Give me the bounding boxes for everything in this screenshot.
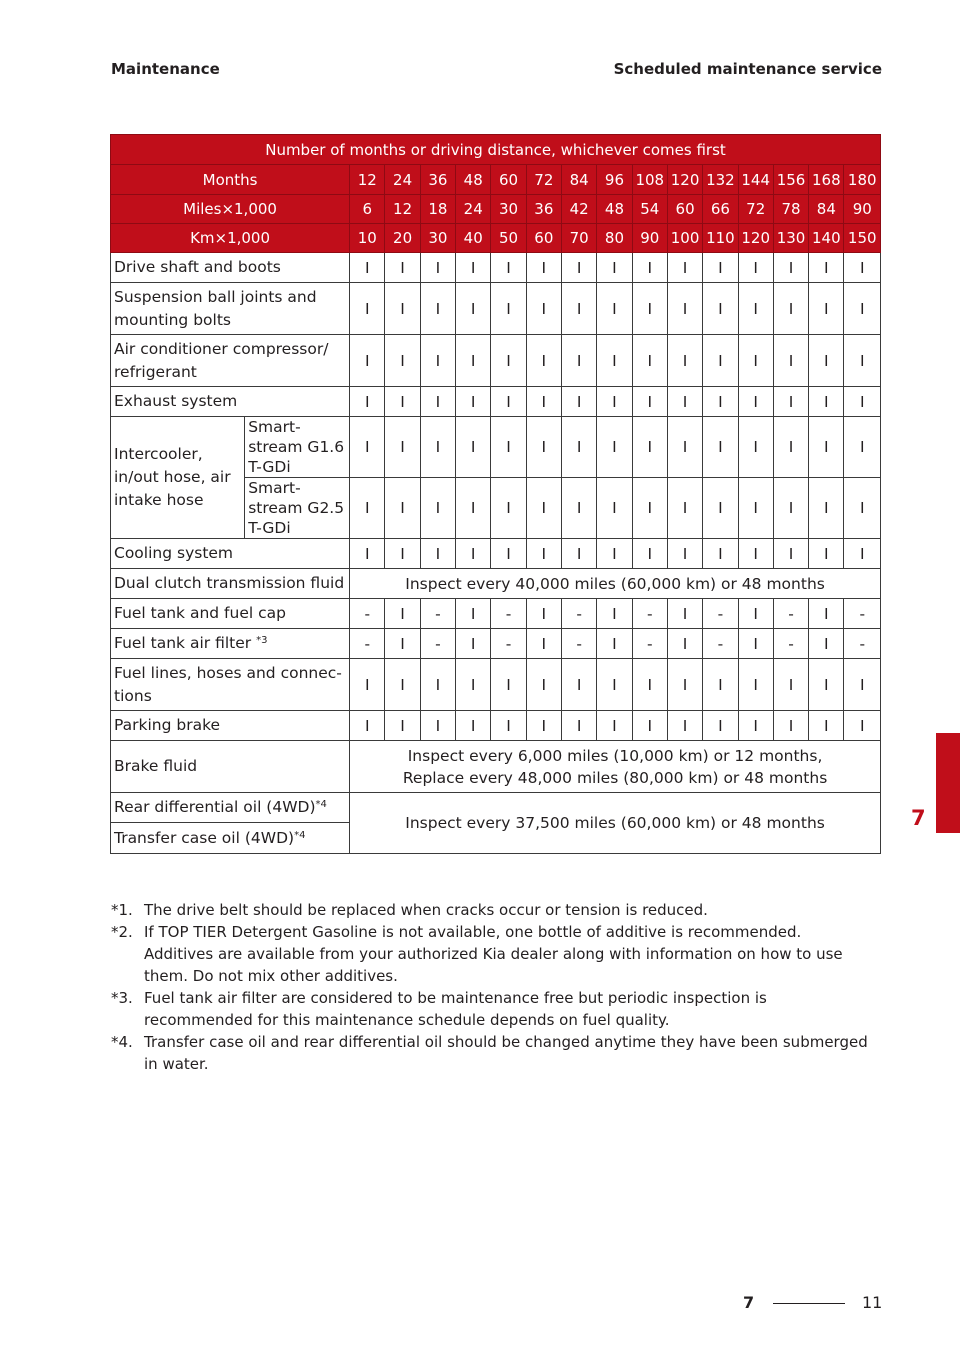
footnote-text: If TOP TIER Detergent Gasoline is not available, one bottle of additive is recommended. Additives are available from your authorized Kia dealer along with information on how to use them. Do not mix other additives. [144, 923, 843, 985]
schedule-cell: I [385, 539, 420, 569]
scale-label: Months [111, 165, 350, 195]
footnote-number: *2. [111, 923, 133, 941]
engine-variant: Smart-stream G2.5 T-GDi [245, 478, 350, 539]
row-label-text: Drive shaft and boots [114, 258, 281, 276]
schedule-cell: I [703, 478, 738, 539]
schedule-cell: I [561, 711, 596, 741]
chapter-side-tab [936, 733, 960, 833]
schedule-cell: - [350, 599, 385, 629]
schedule-cell: I [738, 599, 773, 629]
schedule-cell: I [844, 253, 881, 283]
schedule-cell: I [667, 711, 702, 741]
footnote [111, 987, 871, 1031]
schedule-cell: I [561, 283, 596, 335]
footer-chapter-number: 7 [743, 1293, 755, 1312]
schedule-cell: I [773, 711, 808, 741]
schedule-cell: I [491, 253, 526, 283]
schedule-cell: I [632, 539, 667, 569]
schedule-cell: I [773, 335, 808, 387]
row-label-text: Cooling system [114, 544, 234, 562]
schedule-cell: I [844, 283, 881, 335]
row-label [111, 253, 350, 283]
scale-value: 84 [809, 195, 844, 224]
schedule-cell: I [809, 335, 844, 387]
row-label-text: Exhaust system [114, 392, 238, 410]
table-row [111, 569, 881, 599]
schedule-cell: I [844, 659, 881, 711]
schedule-cell: I [667, 335, 702, 387]
interval-note: Inspect every 40,000 miles (60,000 km) or 48 months [350, 569, 881, 599]
schedule-cell: I [350, 417, 385, 478]
table-row [111, 417, 881, 478]
scale-value: 60 [526, 224, 561, 253]
schedule-cell: I [809, 387, 844, 417]
schedule-cell: I [703, 659, 738, 711]
schedule-cell: I [385, 629, 420, 659]
schedule-cell: I [456, 335, 491, 387]
row-label [111, 741, 350, 793]
table-row [111, 253, 881, 283]
interval-note: Inspect every 37,500 miles (60,000 km) or 48 months [350, 793, 881, 854]
table-row [111, 629, 881, 659]
schedule-cell: I [703, 711, 738, 741]
footnote-number: *4. [111, 1033, 133, 1051]
schedule-cell: I [561, 539, 596, 569]
schedule-cell: I [491, 417, 526, 478]
scale-value: 110 [703, 224, 738, 253]
schedule-cell: I [597, 283, 632, 335]
schedule-cell: - [844, 629, 881, 659]
schedule-cell: I [597, 659, 632, 711]
scale-value: 80 [597, 224, 632, 253]
schedule-cell: I [773, 283, 808, 335]
schedule-cell: I [350, 711, 385, 741]
schedule-cell: I [456, 387, 491, 417]
scale-value: 72 [738, 195, 773, 224]
schedule-cell: I [385, 253, 420, 283]
row-label-text: Suspension ball joints and mounting bolts [114, 287, 317, 329]
schedule-cell: - [773, 629, 808, 659]
footnotes [111, 899, 871, 1075]
schedule-cell: I [632, 711, 667, 741]
table-row [111, 599, 881, 629]
scale-value: 18 [420, 195, 455, 224]
row-label [111, 387, 350, 417]
schedule-cell: I [632, 283, 667, 335]
schedule-cell: I [491, 539, 526, 569]
schedule-cell: I [738, 417, 773, 478]
schedule-cell: I [420, 711, 455, 741]
scale-value: 60 [667, 195, 702, 224]
schedule-cell: I [703, 417, 738, 478]
row-label [111, 283, 350, 335]
schedule-cell: I [632, 659, 667, 711]
table-banner: Number of months or driving distance, whichever comes first [111, 135, 881, 165]
scale-value: 54 [632, 195, 667, 224]
scale-value: 20 [385, 224, 420, 253]
row-label-text: Fuel tank and fuel cap [114, 604, 286, 622]
row-label-text: Transfer case oil (4WD) [114, 828, 295, 847]
schedule-cell: I [491, 387, 526, 417]
schedule-cell: I [667, 659, 702, 711]
schedule-cell: I [738, 387, 773, 417]
scale-value: 120 [738, 224, 773, 253]
scale-value: 30 [420, 224, 455, 253]
row-label [111, 629, 350, 659]
schedule-cell: I [350, 253, 385, 283]
scale-value: 108 [632, 165, 667, 195]
schedule-cell: - [561, 599, 596, 629]
schedule-cell: I [809, 539, 844, 569]
schedule-cell: - [350, 629, 385, 659]
schedule-cell: I [738, 659, 773, 711]
footnote-ref: *4 [315, 799, 327, 810]
schedule-cell: I [385, 478, 420, 539]
footnote-number: *3. [111, 989, 133, 1007]
schedule-cell: I [809, 253, 844, 283]
schedule-cell: I [385, 335, 420, 387]
schedule-cell: I [667, 253, 702, 283]
footnote-ref: *3 [256, 635, 268, 646]
schedule-cell: I [420, 659, 455, 711]
schedule-cell: I [738, 629, 773, 659]
schedule-cell: I [561, 659, 596, 711]
interval-note [350, 741, 881, 793]
schedule-cell: I [491, 659, 526, 711]
table-row [111, 135, 881, 165]
schedule-cell: I [350, 283, 385, 335]
schedule-cell: I [738, 478, 773, 539]
schedule-cell: I [597, 335, 632, 387]
schedule-cell: I [456, 599, 491, 629]
scale-value: 90 [844, 195, 881, 224]
schedule-cell: I [385, 599, 420, 629]
schedule-cell: I [491, 711, 526, 741]
table-row [111, 165, 881, 195]
row-label [111, 793, 350, 823]
row-label [111, 539, 350, 569]
schedule-cell: I [809, 659, 844, 711]
table-row [111, 539, 881, 569]
schedule-cell: I [420, 539, 455, 569]
interval-note-line: Replace every 48,000 miles (80,000 km) or 48 months [402, 768, 828, 787]
scale-label: Miles×1,000 [111, 195, 350, 224]
schedule-cell: - [491, 629, 526, 659]
scale-label: Km×1,000 [111, 224, 350, 253]
scale-value: 40 [456, 224, 491, 253]
maintenance-schedule-table [110, 134, 881, 854]
schedule-cell: I [491, 283, 526, 335]
schedule-cell: I [456, 478, 491, 539]
schedule-cell: I [385, 417, 420, 478]
footer-page-number: 11 [862, 1293, 883, 1312]
schedule-cell: I [773, 659, 808, 711]
schedule-cell: I [456, 539, 491, 569]
schedule-cell: I [526, 253, 561, 283]
scale-value: 48 [597, 195, 632, 224]
scale-value: 66 [703, 195, 738, 224]
scale-value: 12 [385, 195, 420, 224]
schedule-cell: I [809, 478, 844, 539]
schedule-cell: I [773, 417, 808, 478]
schedule-cell: I [526, 711, 561, 741]
schedule-cell: I [350, 539, 385, 569]
schedule-cell: I [561, 253, 596, 283]
footnote-text: The drive belt should be replaced when cracks occur or tension is reduced. [144, 901, 708, 919]
scale-value: 30 [491, 195, 526, 224]
scale-value: 84 [561, 165, 596, 195]
schedule-cell: I [491, 478, 526, 539]
header-page-title: Scheduled maintenance service [613, 60, 882, 78]
row-label-text: Fuel tank air filter [114, 634, 257, 652]
schedule-cell: I [844, 711, 881, 741]
schedule-cell: I [809, 711, 844, 741]
schedule-cell: I [844, 478, 881, 539]
schedule-cell: I [526, 335, 561, 387]
scale-value: 70 [561, 224, 596, 253]
schedule-cell: - [703, 599, 738, 629]
schedule-cell: I [773, 478, 808, 539]
table-row [111, 387, 881, 417]
schedule-cell: - [420, 629, 455, 659]
schedule-cell: I [526, 659, 561, 711]
schedule-cell: I [597, 387, 632, 417]
schedule-cell: I [703, 335, 738, 387]
schedule-cell: I [809, 629, 844, 659]
scale-value: 36 [420, 165, 455, 195]
header-section-title: Maintenance [111, 60, 220, 78]
schedule-cell: I [420, 478, 455, 539]
schedule-cell: I [350, 387, 385, 417]
schedule-cell: I [597, 629, 632, 659]
schedule-cell: I [667, 417, 702, 478]
footnote [111, 921, 871, 987]
schedule-cell: I [738, 335, 773, 387]
schedule-cell: I [420, 387, 455, 417]
schedule-cell: I [350, 478, 385, 539]
schedule-cell: I [809, 417, 844, 478]
schedule-cell: I [385, 387, 420, 417]
scale-value: 96 [597, 165, 632, 195]
footnote-number: *1. [111, 901, 133, 919]
schedule-cell: I [456, 711, 491, 741]
schedule-cell: I [597, 539, 632, 569]
schedule-cell: I [456, 417, 491, 478]
row-label-text: Parking brake [114, 716, 221, 734]
schedule-cell: I [667, 387, 702, 417]
row-label [111, 335, 350, 387]
schedule-cell: I [597, 599, 632, 629]
schedule-cell: I [632, 417, 667, 478]
scale-value: 144 [738, 165, 773, 195]
schedule-cell: I [526, 283, 561, 335]
row-label [111, 599, 350, 629]
scale-value: 180 [844, 165, 881, 195]
footnote [111, 899, 871, 921]
schedule-cell: I [597, 478, 632, 539]
schedule-cell: I [420, 253, 455, 283]
schedule-cell: I [491, 335, 526, 387]
schedule-cell: I [844, 417, 881, 478]
schedule-cell: I [703, 253, 738, 283]
scale-value: 78 [773, 195, 808, 224]
row-label-text: Air conditioner compressor/ refrigerant [114, 339, 329, 381]
schedule-cell: - [491, 599, 526, 629]
schedule-cell: I [773, 539, 808, 569]
schedule-cell: I [738, 711, 773, 741]
scale-value: 6 [350, 195, 385, 224]
schedule-cell: I [420, 335, 455, 387]
table-row [111, 741, 881, 793]
chapter-side-number: 7 [911, 806, 926, 830]
scale-value: 120 [667, 165, 702, 195]
row-label-text: Fuel lines, hoses and connec-tions [114, 663, 342, 705]
schedule-cell: I [456, 283, 491, 335]
schedule-cell: I [667, 539, 702, 569]
scale-value: 132 [703, 165, 738, 195]
row-label [111, 569, 350, 599]
schedule-cell: I [844, 539, 881, 569]
schedule-cell: I [385, 659, 420, 711]
schedule-cell: I [667, 283, 702, 335]
schedule-cell: I [385, 283, 420, 335]
row-label [111, 659, 350, 711]
row-label-text: Brake fluid [114, 757, 198, 775]
schedule-cell: I [561, 335, 596, 387]
schedule-cell: I [456, 659, 491, 711]
schedule-cell: I [773, 253, 808, 283]
row-label-text: Rear differential oil (4WD) [114, 798, 316, 816]
schedule-cell: I [597, 253, 632, 283]
table-row [111, 224, 881, 253]
schedule-cell: I [526, 417, 561, 478]
scale-value: 150 [844, 224, 881, 253]
schedule-cell: I [561, 417, 596, 478]
schedule-cell: - [773, 599, 808, 629]
footnote-text: Fuel tank air filter are considered to be maintenance free but periodic inspection is recommended for this maintenance schedule depends on fuel quality. [144, 989, 767, 1029]
table-row [111, 659, 881, 711]
schedule-cell: - [420, 599, 455, 629]
schedule-cell: I [703, 539, 738, 569]
row-label [111, 711, 350, 741]
row-label [111, 823, 350, 854]
row-label [111, 417, 245, 539]
schedule-cell: I [738, 539, 773, 569]
scale-value: 48 [456, 165, 491, 195]
scale-value: 168 [809, 165, 844, 195]
footnote [111, 1031, 871, 1075]
schedule-cell: - [561, 629, 596, 659]
table-row [111, 793, 881, 823]
schedule-cell: I [667, 599, 702, 629]
schedule-cell: - [632, 629, 667, 659]
table-row [111, 195, 881, 224]
schedule-cell: I [526, 478, 561, 539]
schedule-cell: I [350, 659, 385, 711]
schedule-cell: I [632, 478, 667, 539]
schedule-cell: I [667, 478, 702, 539]
table-row [111, 283, 881, 335]
row-label-text: Dual clutch transmission fluid [114, 574, 345, 592]
schedule-cell: I [597, 417, 632, 478]
schedule-cell: I [420, 283, 455, 335]
scale-value: 36 [526, 195, 561, 224]
schedule-cell: I [844, 387, 881, 417]
schedule-cell: I [526, 539, 561, 569]
schedule-cell: I [632, 387, 667, 417]
schedule-cell: I [738, 253, 773, 283]
schedule-cell: I [597, 711, 632, 741]
scale-value: 140 [809, 224, 844, 253]
schedule-cell: I [844, 335, 881, 387]
table-row [111, 711, 881, 741]
schedule-cell: - [632, 599, 667, 629]
schedule-cell: I [738, 283, 773, 335]
scale-value: 72 [526, 165, 561, 195]
scale-value: 90 [632, 224, 667, 253]
schedule-cell: I [385, 711, 420, 741]
schedule-cell: I [526, 629, 561, 659]
schedule-cell: I [632, 335, 667, 387]
schedule-cell: I [456, 629, 491, 659]
schedule-cell: I [632, 253, 667, 283]
schedule-cell: I [561, 387, 596, 417]
scale-value: 100 [667, 224, 702, 253]
footer-divider [773, 1303, 845, 1304]
schedule-cell: I [703, 387, 738, 417]
scale-value: 42 [561, 195, 596, 224]
schedule-cell: - [844, 599, 881, 629]
schedule-cell: I [773, 387, 808, 417]
footnote-text: Transfer case oil and rear differential oil should be changed anytime they have been submerged in water. [144, 1033, 868, 1073]
schedule-cell: I [350, 335, 385, 387]
scale-value: 60 [491, 165, 526, 195]
schedule-cell: I [809, 599, 844, 629]
scale-value: 10 [350, 224, 385, 253]
engine-variant: Smart-stream G1.6 T-GDi [245, 417, 350, 478]
schedule-cell: I [456, 253, 491, 283]
table-row [111, 335, 881, 387]
schedule-cell: I [526, 387, 561, 417]
scale-value: 130 [773, 224, 808, 253]
scale-value: 50 [491, 224, 526, 253]
scale-value: 24 [385, 165, 420, 195]
schedule-cell: I [526, 599, 561, 629]
scale-value: 156 [773, 165, 808, 195]
interval-note-line: Inspect every 6,000 miles (10,000 km) or 12 months, [407, 746, 823, 765]
schedule-cell: I [809, 283, 844, 335]
schedule-cell: - [703, 629, 738, 659]
schedule-cell: I [703, 283, 738, 335]
footnote-ref: *4 [294, 829, 306, 841]
scale-value: 12 [350, 165, 385, 195]
scale-value: 24 [456, 195, 491, 224]
schedule-cell: I [420, 417, 455, 478]
schedule-cell: I [667, 629, 702, 659]
schedule-cell: I [561, 478, 596, 539]
row-label-text: Intercooler, in/out hose, air intake hose [114, 445, 231, 509]
